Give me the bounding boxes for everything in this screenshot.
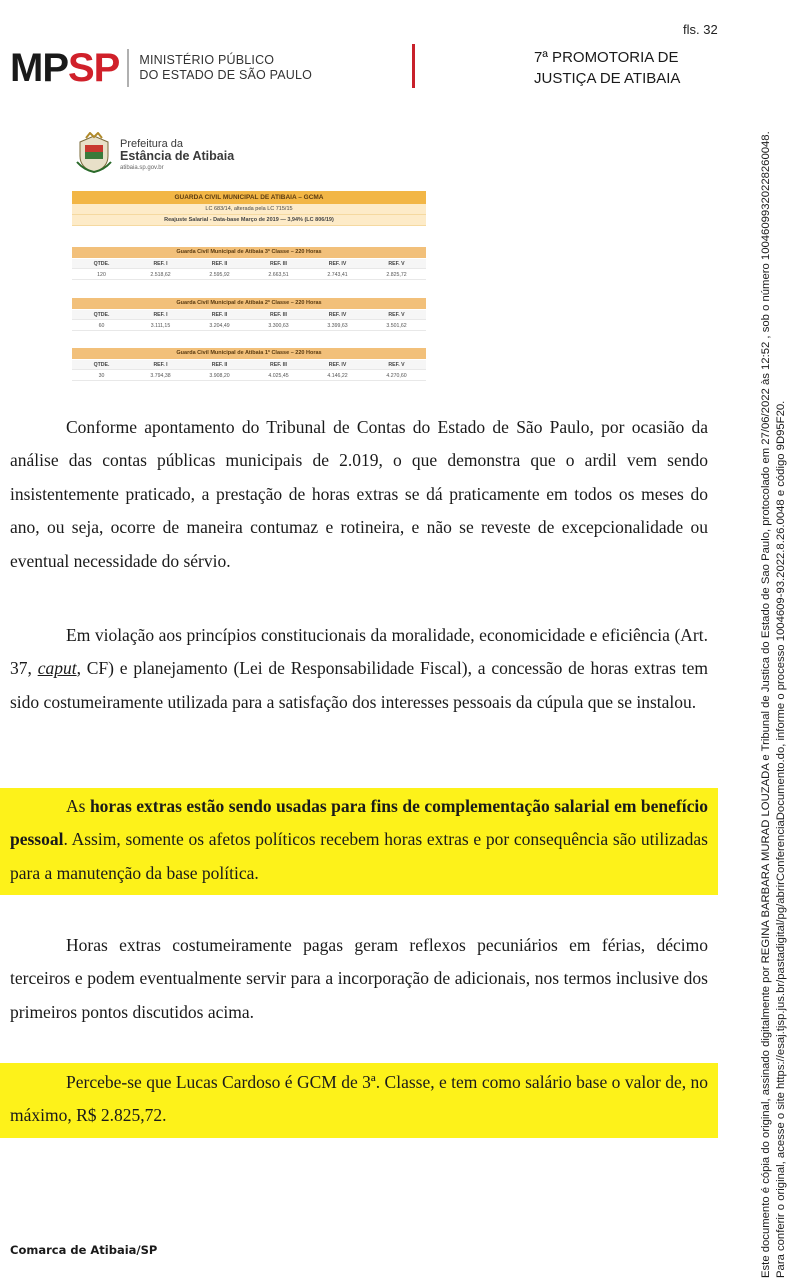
page-number: fls. 32 xyxy=(683,22,718,37)
header-red-divider xyxy=(412,44,415,88)
table-cell: 4.025,45 xyxy=(268,373,289,379)
class-2-title: Guarda Civil Municipal de Atibaia 2ª Classe – 220 Horas xyxy=(72,298,426,309)
paragraph-2-text-b: , CF) e planejamento (Lei de Responsabilidade Fiscal), a concessão de horas extras tem sido costumeiramente utilizada para a satisfação dos interesses pessoais da cúpula que se instalou. xyxy=(10,658,708,712)
mpsp-wordmark xyxy=(10,48,119,88)
paragraph-4-text: Horas extras costumeiramente pagas geram reflexos pecuniários em férias, décimo terceiros e podem eventualmente servir para a incorporação de adicionais, nos termos inclusive dos primeiros pontos discutidos acima. xyxy=(10,935,708,1022)
table-cell: 2.518,62 xyxy=(150,272,171,278)
table-cell: 2.743,41 xyxy=(327,272,348,278)
table-cell: 3.794,38 xyxy=(150,373,171,379)
table-cell: 60 xyxy=(98,323,105,329)
caput-term: caput xyxy=(37,658,77,679)
table-cell: 4.270,60 xyxy=(386,373,407,379)
paragraph-2 xyxy=(10,619,708,719)
logo-sp: SP xyxy=(68,46,120,90)
salary-table-image xyxy=(68,130,426,386)
logo-divider xyxy=(127,49,129,87)
paragraph-1 xyxy=(10,411,708,578)
logo-mp: MP xyxy=(10,46,68,90)
table-cell: 3.908,20 xyxy=(209,373,230,379)
table-cell: 3.501,62 xyxy=(386,323,407,329)
mpsp-logo xyxy=(10,48,312,88)
paragraph-5 xyxy=(10,1066,708,1133)
class-3-values-row xyxy=(72,270,426,280)
col-ref-ii: REF. II xyxy=(211,261,228,267)
class-1-title: Guarda Civil Municipal de Atibaia 1ª Classe – 220 Horas xyxy=(72,348,426,359)
side-note-line1: Este documento é cópia do original, assinado digitalmente por REGINA BARBARA MURAD LOUZADA e Tribunal de Justica do Estado de Sao Paulo, protocolado em 27/06/2022 às 12:52 , sob o número 10046099320228260048. xyxy=(760,131,772,1278)
class-1-values-row xyxy=(72,371,426,381)
table-cell: 2.595,92 xyxy=(209,272,230,278)
table-cell: 120 xyxy=(97,272,106,278)
side-verification-note xyxy=(755,0,791,1280)
col-ref-iv: REF. IV xyxy=(328,312,347,318)
prefeitura-name xyxy=(120,138,234,173)
col-ref-ii: REF. II xyxy=(211,362,228,368)
footer-comarca: Comarca de Atibaia/SP xyxy=(10,1243,158,1257)
col-ref-v: REF. V xyxy=(388,362,405,368)
promotoria-title xyxy=(534,47,680,89)
side-note-text xyxy=(759,3,789,1278)
col-ref-iii: REF. III xyxy=(269,312,287,318)
col-ref-iii: REF. III xyxy=(269,362,287,368)
paragraph-3-bold: horas extras estão sendo usadas para fins de complementação salarial em benefício pessoal xyxy=(10,796,708,850)
table-cell: 3.300,63 xyxy=(268,323,289,329)
class-2-header-row xyxy=(72,310,426,320)
paragraph-1-text: Conforme apontamento do Tribunal de Contas do Estado de São Paulo, por ocasião da análise das contas públicas municipais de 2.019, o que demonstra que o ardil vem sendo insistentemente praticado, a prestação de horas extras se dá praticamente em todos os meses do ano, ou seja, ocorre de maneira contumaz e rotineira, e não se reveste de excepcionalidade ou eventual necessidade do sérvio. xyxy=(10,417,708,571)
col-ref-i: REF. I xyxy=(153,261,168,267)
table-cell: 3.399,63 xyxy=(327,323,348,329)
table-cell: 3.204,49 xyxy=(209,323,230,329)
col-ref-iv: REF. IV xyxy=(328,261,347,267)
col-ref-iii: REF. III xyxy=(269,261,287,267)
side-note-line2: Para conferir o original, acesse o site https://esaj.tjsp.jus.br/pastadigital/pg/abrirConferenciaDocumento.do, informe o processo 1004609-93.2022.8.26.0048 e código 9D95F20. xyxy=(775,400,787,1278)
col-ref-iv: REF. IV xyxy=(328,362,347,368)
paragraph-3-text-b: . Assim, somente os afetos políticos recebem horas extras e por consequência são utilizadas para a manutenção da base política. xyxy=(10,829,708,883)
class-1-header-row xyxy=(72,360,426,370)
promotoria-line2: JUSTIÇA DE ATIBAIA xyxy=(534,70,681,87)
org-name xyxy=(139,53,312,83)
gcma-law: LC 683/14, alterada pela LC 715/15 xyxy=(72,204,426,215)
table-cell: 2.663,51 xyxy=(268,272,289,278)
col-ref-ii: REF. II xyxy=(211,312,228,318)
col-ref-v: REF. V xyxy=(388,312,405,318)
paragraph-5-text: Percebe-se que Lucas Cardoso é GCM de 3ª. Classe, e tem como salário base o valor de, no máximo, R$ 2.825,72. xyxy=(10,1072,708,1126)
class-3-title: Guarda Civil Municipal de Atibaia 3ª Classe – 220 Horas xyxy=(72,247,426,258)
prefeitura-line1: Prefeitura da xyxy=(120,138,183,150)
promotoria-line1: 7ª PROMOTORIA DE xyxy=(534,49,679,66)
atibaia-crest-icon xyxy=(74,132,114,174)
col-ref-i: REF. I xyxy=(153,362,168,368)
col-qtde: QTDE. xyxy=(93,312,110,318)
org-line2: DO ESTADO DE SÃO PAULO xyxy=(139,68,313,82)
prefeitura-site: atibaia.sp.gov.br xyxy=(120,165,164,171)
org-line1: MINISTÉRIO PÚBLICO xyxy=(139,53,275,67)
col-qtde: QTDE. xyxy=(93,261,110,267)
paragraph-4 xyxy=(10,929,708,1029)
table-cell: 30 xyxy=(98,373,105,379)
paragraph-3-text-a: As xyxy=(66,796,90,816)
table-cell: 3.111,15 xyxy=(150,323,171,329)
table-cell: 2.825,72 xyxy=(386,272,407,278)
gcma-title: GUARDA CIVIL MUNICIPAL DE ATIBAIA – GCMA xyxy=(72,191,426,204)
class-3-header-row xyxy=(72,259,426,269)
class-2-values-row xyxy=(72,321,426,331)
paragraph-3 xyxy=(10,790,708,890)
prefeitura-line2: Estância de Atibaia xyxy=(120,149,235,163)
gcma-reajuste: Reajuste Salarial - Data-base Março de 2019 — 3,94% (LC 806/19) xyxy=(72,215,426,226)
paragraph-2-text-a: Em violação aos princípios constitucionais da moralidade, economicidade e eficiência (Art. 37, xyxy=(10,625,708,679)
col-ref-i: REF. I xyxy=(153,312,168,318)
table-cell: 4.146,22 xyxy=(327,373,348,379)
col-qtde: QTDE. xyxy=(93,362,110,368)
col-ref-v: REF. V xyxy=(388,261,405,267)
